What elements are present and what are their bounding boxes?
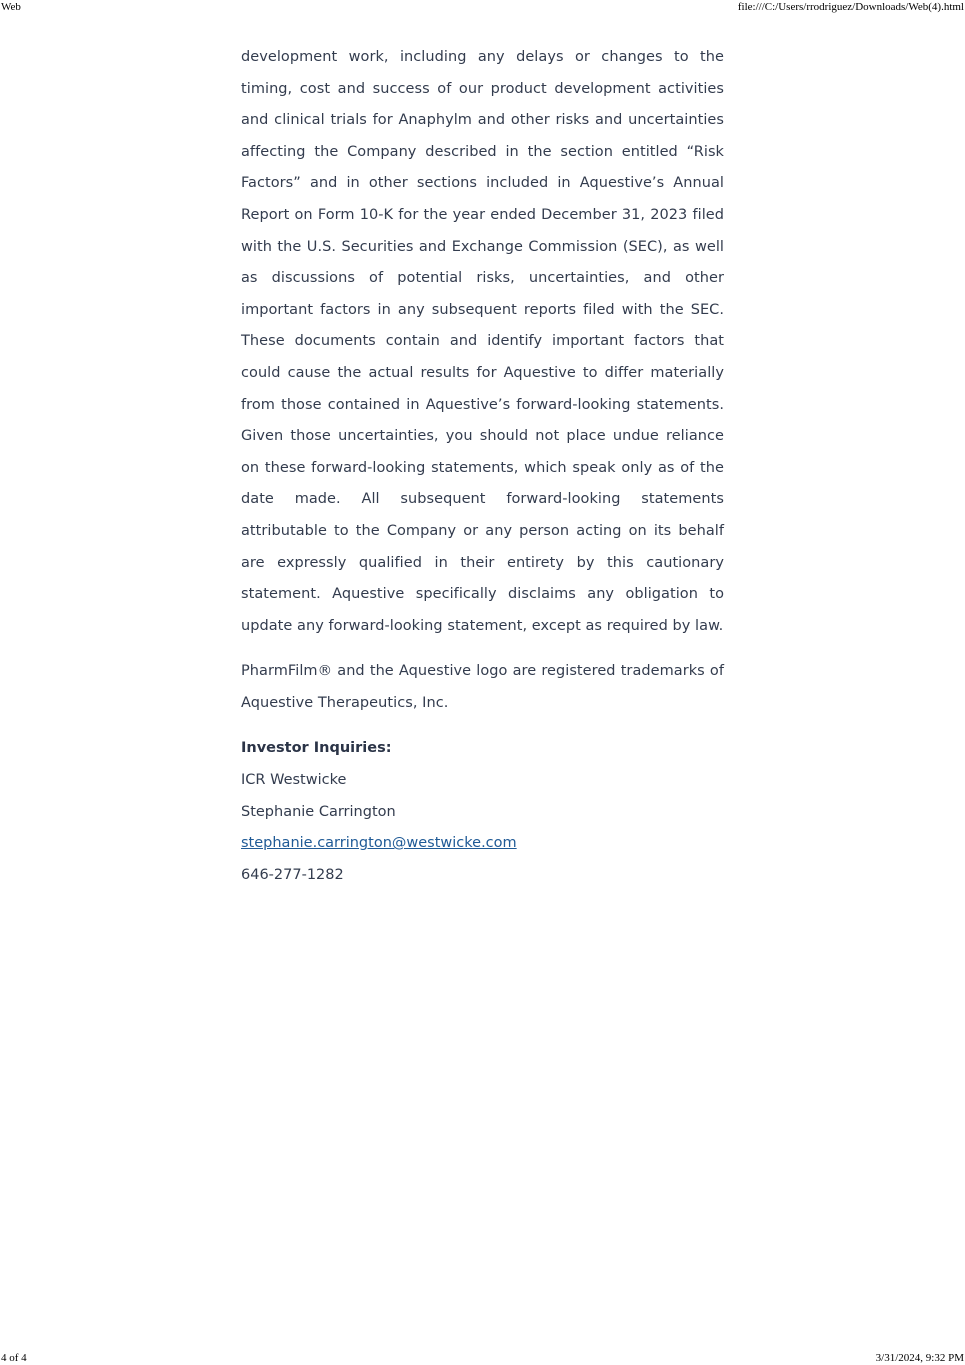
forward-looking-statements-paragraph: development work, including any delays or changes to the timing, cost and success of our product development activities and clinical trials for Anaphylm and other risks and uncertainties affecting the Company described in the section entitled “Risk Factors” and in other sections included in Aquestive’s Annual Report on Form 10-K for the year ended December 31, 2023 filed with the U.S. Securities and Exchange Commission (SEC), as well as discussions of potential risks, uncertainties, and other important factors in any subsequent reports filed with the SEC. These documents contain and identify important factors that could cause the actual results for Aquestive to differ materially from those contained in Aquestive’s forward-looking statements. Given those uncertainties, you should not place undue reliance on these forward-looking statements, which speak only as of the date made. All subsequent forward-looking statements attributable to the Company or any person acting on its behalf are expressly qualified in their entirety by this cautionary statement. Aquestive specifically disclaims any obligation to update any forward-looking statement, except as required by law. [241,49,724,634]
page-counter: 4 of 4 [1,1352,27,1364]
trademark-paragraph: PharmFilm® and the Aquestive logo are registered trademarks of Aquestive Therapeutics, Inc. [241,663,724,711]
contact-email-line [241,828,724,860]
contact-phone: 646-277-1282 [241,866,344,883]
print-header-title: Web [1,1,21,13]
print-timestamp: 3/31/2024, 9:32 PM [875,1352,964,1364]
investor-inquiries-heading: Investor Inquiries: [241,740,392,757]
print-footer [0,1351,965,1365]
print-header-url: file:///C:/Users/rrodriguez/Downloads/Web(4).html [737,1,964,13]
print-header [0,0,965,14]
contact-company: ICR Westwicke [241,772,347,789]
investor-contact-block [241,733,724,891]
contact-name: Stephanie Carrington [241,803,396,820]
document-body [241,42,724,891]
contact-email-link[interactable]: stephanie.carrington@westwicke.com [241,835,517,852]
